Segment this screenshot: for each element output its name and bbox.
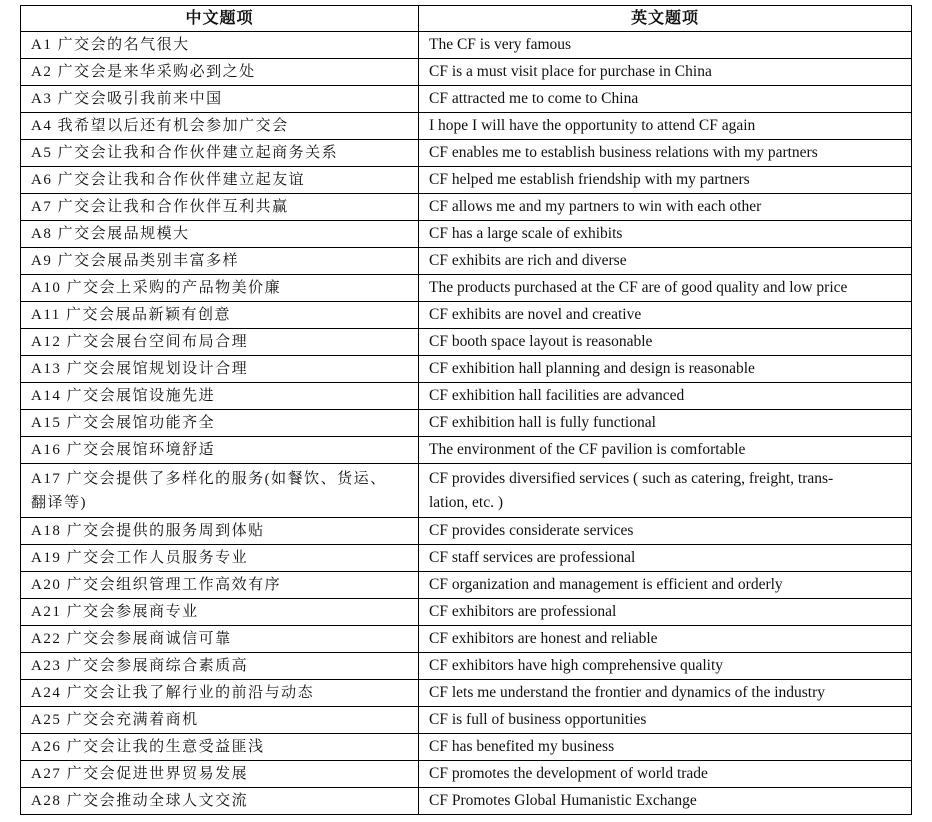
english-item-text: CF provides considerate services [429,522,634,539]
english-item-cell [419,599,912,626]
english-item-cell [419,113,912,140]
english-item-cell [419,59,912,86]
chinese-item-text: A28 广交会推动全球人文交流 [31,793,249,809]
chinese-item-cell [21,734,419,761]
table-row [21,383,912,410]
english-item-cell [419,329,912,356]
english-item-text: CF organization and management is efficient and orderly [429,576,783,593]
table-row [21,707,912,734]
table-row [21,302,912,329]
chinese-item-cell [21,761,419,788]
table-row [21,113,912,140]
chinese-item-text: A25 广交会充满着商机 [31,712,199,728]
chinese-item-text: A12 广交会展台空间布局合理 [31,334,249,350]
english-item-text: I hope I will have the opportunity to attend CF again [429,117,756,134]
chinese-item-cell [21,653,419,680]
chinese-item-cell [21,194,419,221]
chinese-item-text: A5 广交会让我和合作伙伴建立起商务关系 [31,145,339,161]
english-item-text: The environment of the CF pavilion is comfortable [429,441,746,458]
chinese-item-text: A24 广交会让我了解行业的前沿与动态 [31,685,315,701]
english-item-text: CF exhibition hall is fully functional [429,414,656,431]
table-row [21,599,912,626]
english-item-cell [419,707,912,734]
english-item-text: The products purchased at the CF are of good quality and low price [429,279,848,296]
english-item-cell [419,140,912,167]
chinese-item-text: A6 广交会让我和合作伙伴建立起友谊 [31,172,306,188]
english-item-cell [419,86,912,113]
table-row [21,275,912,302]
chinese-item-cell [21,572,419,599]
english-item-text: CF provides diversified services ( such as catering, freight, trans- [429,470,834,487]
chinese-item-text: A7 广交会让我和合作伙伴互利共赢 [31,199,289,215]
english-item-cell [419,410,912,437]
chinese-item-text: A23 广交会参展商综合素质高 [31,658,249,674]
english-item-cell [419,32,912,59]
english-item-text: CF staff services are professional [429,549,636,566]
table-body [21,32,912,815]
table-row [21,626,912,653]
english-item-text: CF exhibits are novel and creative [429,306,642,323]
table-row [21,464,912,518]
english-item-text: CF is a must visit place for purchase in China [429,63,712,80]
chinese-item-text: A22 广交会参展商诚信可靠 [31,631,232,647]
chinese-item-text: A16 广交会展馆环境舒适 [31,442,216,458]
english-item-cell [419,383,912,410]
english-item-cell [419,653,912,680]
chinese-item-text: A4 我希望以后还有机会参加广交会 [31,118,289,134]
table-row [21,194,912,221]
chinese-item-cell [21,437,419,464]
english-item-text: CF lets me understand the frontier and dynamics of the industry [429,684,826,701]
chinese-item-cell [21,248,419,275]
table-row [21,761,912,788]
english-item-text: CF exhibits are rich and diverse [429,252,627,269]
english-item-text: CF promotes the development of world trade [429,765,708,782]
english-item-cell [419,356,912,383]
english-item-text: CF enables me to establish business relations with my partners [429,144,818,161]
header-english-items: 英文题项 [419,6,912,32]
english-item-cell [419,464,912,518]
english-item-text: lation, etc. ) [429,494,504,511]
english-item-cell [419,545,912,572]
survey-items-table [20,5,912,815]
table-row [21,221,912,248]
table-row [21,32,912,59]
chinese-item-cell [21,545,419,572]
table-row [21,329,912,356]
english-item-cell [419,761,912,788]
english-item-text: CF is full of business opportunities [429,711,647,728]
chinese-item-cell [21,329,419,356]
english-item-text: CF exhibition hall planning and design is reasonable [429,360,755,377]
chinese-item-text: 翻译等) [31,495,87,511]
table-row [21,59,912,86]
table-row [21,410,912,437]
chinese-item-cell [21,626,419,653]
chinese-item-text: A27 广交会促进世界贸易发展 [31,766,249,782]
english-item-cell [419,680,912,707]
english-item-cell [419,221,912,248]
english-item-text: CF exhibitors are honest and reliable [429,630,658,647]
table-row [21,734,912,761]
chinese-item-text: A10 广交会上采购的产品物美价廉 [31,280,282,296]
english-item-cell [419,788,912,815]
english-item-text: CF has a large scale of exhibits [429,225,623,242]
chinese-item-text: A19 广交会工作人员服务专业 [31,550,249,566]
english-item-text: CF exhibition hall facilities are advanced [429,387,685,404]
chinese-item-text: A15 广交会展馆功能齐全 [31,415,216,431]
chinese-item-cell [21,707,419,734]
english-item-cell [419,437,912,464]
header-chinese-items: 中文题项 [21,6,419,32]
chinese-item-cell [21,140,419,167]
english-item-text: CF allows me and my partners to win with each other [429,198,762,215]
table-row [21,248,912,275]
header-row [21,6,912,32]
chinese-item-cell [21,86,419,113]
table-row [21,680,912,707]
chinese-item-cell [21,788,419,815]
chinese-item-text: A20 广交会组织管理工作高效有序 [31,577,282,593]
chinese-item-cell [21,302,419,329]
english-item-cell [419,734,912,761]
english-item-cell [419,518,912,545]
table-row [21,518,912,545]
chinese-item-cell [21,356,419,383]
english-item-text: CF Promotes Global Humanistic Exchange [429,792,697,809]
table-header [21,6,912,32]
english-item-text: The CF is very famous [429,36,572,53]
chinese-item-text: A21 广交会参展商专业 [31,604,199,620]
table-row [21,356,912,383]
chinese-item-cell [21,275,419,302]
english-item-cell [419,626,912,653]
chinese-item-text: A26 广交会让我的生意受益匪浅 [31,739,265,755]
chinese-item-text: A3 广交会吸引我前来中国 [31,91,223,107]
chinese-item-text: A13 广交会展馆规划设计合理 [31,361,249,377]
chinese-item-text: A17 广交会提供了多样化的服务(如餐饮、货运、 [31,471,387,487]
chinese-item-cell [21,464,419,518]
english-item-text: CF booth space layout is reasonable [429,333,653,350]
english-item-cell [419,572,912,599]
english-item-cell [419,167,912,194]
table-row [21,572,912,599]
chinese-item-cell [21,410,419,437]
chinese-item-text: A2 广交会是来华采购必到之处 [31,64,256,80]
english-item-cell [419,275,912,302]
chinese-item-cell [21,59,419,86]
chinese-item-cell [21,680,419,707]
table-row [21,788,912,815]
table-row [21,140,912,167]
chinese-item-text: A8 广交会展品规模大 [31,226,190,242]
table-row [21,437,912,464]
english-item-cell [419,194,912,221]
english-item-text: CF exhibitors are professional [429,603,617,620]
table-row [21,86,912,113]
english-item-text: CF has benefited my business [429,738,615,755]
english-item-text: CF helped me establish friendship with my partners [429,171,750,188]
chinese-item-text: A1 广交会的名气很大 [31,37,190,53]
chinese-item-cell [21,167,419,194]
english-item-cell [419,302,912,329]
table-row [21,653,912,680]
chinese-item-cell [21,383,419,410]
chinese-item-cell [21,599,419,626]
table-row [21,167,912,194]
english-item-text: CF exhibitors have high comprehensive quality [429,657,724,674]
chinese-item-text: A11 广交会展品新颖有创意 [31,307,232,323]
chinese-item-cell [21,113,419,140]
chinese-item-cell [21,221,419,248]
english-item-cell [419,248,912,275]
chinese-item-text: A9 广交会展品类别丰富多样 [31,253,240,269]
chinese-item-cell [21,32,419,59]
chinese-item-text: A18 广交会提供的服务周到体贴 [31,523,265,539]
chinese-item-cell [21,518,419,545]
chinese-item-text: A14 广交会展馆设施先进 [31,388,216,404]
english-item-text: CF attracted me to come to China [429,90,639,107]
table-row [21,545,912,572]
